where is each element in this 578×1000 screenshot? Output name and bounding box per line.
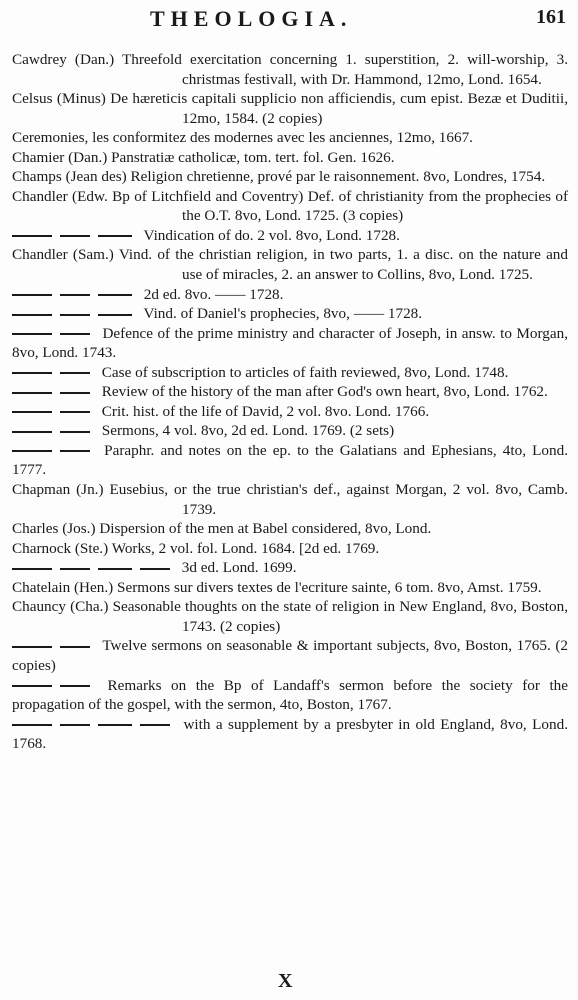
- entry-text: De hæreticis capitali supplicio non afficiendis, cum epist. Bezæ et Duditii, 12mo, 1584. (2 copies): [110, 90, 568, 127]
- catalogue-entry: [12, 148, 568, 168]
- entry-text: Panstratiæ catholicæ, tom. tert. fol. Gen. 1626.: [111, 148, 395, 166]
- ditto-rule: [60, 685, 90, 687]
- catalogue-entry: [12, 402, 568, 422]
- entry-text: Works, 2 vol. fol. Lond. 1684. [2d ed. 1769.: [111, 539, 380, 557]
- entry-text: Religion chretienne, prové par le raisonnement. 8vo, Londres, 1754.: [130, 168, 546, 186]
- catalogue-entry: [12, 558, 568, 578]
- ditto-rule: [60, 431, 90, 433]
- ditto-rule: [12, 392, 52, 394]
- catalogue-entry: [12, 715, 568, 754]
- entry-text: Vind. of the christian religion, in two parts, 1. a disc. on the nature and use of miracles, 2. an answer to Collins, 8vo, Lond. 1725.: [118, 246, 568, 284]
- catalogue-entry: [12, 304, 568, 324]
- entry-text: with a supplement by a presbyter in old England, 8vo, Lond. 1768.: [12, 715, 569, 753]
- entry-text: 2d ed. 8vo. —— 1728.: [143, 285, 284, 303]
- ditto-rule: [60, 372, 90, 374]
- entry-author: Chandler (Edw. Bp of Litchfield and Coventry): [12, 187, 304, 205]
- catalogue-entry: [12, 382, 568, 402]
- ditto-rule: [12, 685, 52, 687]
- ditto-rule: [60, 411, 90, 413]
- entry-author: Cawdrey (Dan.): [12, 51, 115, 68]
- entry-author: Ceremonies,: [12, 129, 89, 147]
- ditto-rule: [12, 294, 52, 296]
- ditto-rule: [98, 294, 132, 296]
- ditto-rule: [60, 646, 90, 648]
- entry-text: Sermons, 4 vol. 8vo, 2d ed. Lond. 1769. (2 sets): [101, 422, 395, 440]
- entry-text: Defence of the prime ministry and character of Joseph, in answ. to Morgan, 8vo, Lond. 1743.: [12, 324, 569, 362]
- entry-author: Chatelain (Hen.): [12, 578, 114, 596]
- ditto-rule: [60, 450, 90, 452]
- ditto-rule: [98, 235, 132, 237]
- catalogue-entry: [12, 519, 568, 539]
- ditto-rule: [12, 450, 52, 452]
- page-header: [0, 6, 578, 40]
- catalogue-entry: [12, 187, 568, 226]
- catalogue-entry: [12, 89, 568, 128]
- catalogue-entry: [12, 441, 568, 480]
- entry-text: Threefold exercitation concerning 1. superstition, 2. will-worship, 3. christmas festivall, with Dr. Hammond, 12mo, Lond. 1654.: [121, 51, 568, 88]
- catalogue-entry: [12, 421, 568, 441]
- entry-text: Vind. of Daniel's prophecies, 8vo, —— 1728.: [143, 305, 423, 323]
- ditto-rule: [60, 568, 90, 570]
- entry-author: Charnock (Ste.): [12, 539, 109, 557]
- ditto-rule: [60, 294, 90, 296]
- entry-text: Eusebius, or the true christian's def., against Morgan, 2 vol. 8vo, Camb. 1739.: [109, 481, 569, 518]
- catalogue-entry: [12, 50, 568, 89]
- catalogue-entry: [12, 324, 568, 363]
- entry-text: Crit. hist. of the life of David, 2 vol. 8vo. Lond. 1766.: [101, 402, 430, 420]
- catalogue-entry: [12, 480, 568, 519]
- entry-text: Sermons sur divers textes de l'ecriture sainte, 6 tom. 8vo, Amst. 1759.: [117, 578, 542, 596]
- ditto-rule: [12, 431, 52, 433]
- entry-text: Paraphr. and notes on the ep. to the Galatians and Ephesians, 4to, Lond. 1777.: [12, 441, 569, 479]
- entry-author: Celsus (Minus): [12, 90, 106, 108]
- ditto-rule: [12, 314, 52, 316]
- entry-text: Review of the history of the man after God's own heart, 8vo, Lond. 1762.: [101, 383, 548, 401]
- catalogue-entry: [12, 285, 568, 305]
- entry-author: Chandler (Sam.): [12, 246, 114, 264]
- ditto-rule: [12, 235, 52, 237]
- entry-text: Case of subscription to articles of faith reviewed, 8vo, Lond. 1748.: [101, 363, 509, 381]
- page-number: 161: [536, 6, 566, 28]
- ditto-rule: [98, 314, 132, 316]
- ditto-rule: [98, 568, 132, 570]
- catalogue-entry: [12, 245, 568, 284]
- catalogue-entry: [12, 167, 568, 187]
- catalogue-entry: [12, 676, 568, 715]
- ditto-rule: [12, 568, 52, 570]
- ditto-rule: [12, 372, 52, 374]
- entry-text: Twelve sermons on seasonable & important subjects, 8vo, Boston, 1765. (2 copies): [12, 637, 568, 674]
- entry-text: 3d ed. Lond. 1699.: [181, 559, 297, 577]
- ditto-rule: [60, 235, 90, 237]
- ditto-rule: [12, 411, 52, 413]
- entry-text: Seasonable thoughts on the state of religion in New England, 8vo, Boston, 1743. (2 copies): [112, 598, 568, 635]
- running-title: THEOLOGIA.: [150, 6, 353, 31]
- catalogue-entry: [12, 597, 568, 636]
- ditto-rule: [60, 314, 90, 316]
- ditto-rule: [140, 568, 170, 570]
- entry-text: les conformitez des modernes avec les anciennes, 12mo, 1667.: [92, 129, 473, 147]
- ditto-rule: [12, 333, 52, 335]
- entry-text: Dispersion of the men at Babel considered, 8vo, Lond.: [99, 520, 432, 538]
- catalogue-entries: [12, 50, 568, 754]
- entry-author: Champs (Jean des): [12, 168, 127, 186]
- ditto-rule: [60, 333, 90, 335]
- catalogue-entry: [12, 128, 568, 148]
- signature-mark: X: [278, 970, 293, 992]
- entry-author: Chauncy (Cha.): [12, 598, 109, 616]
- catalogue-entry: [12, 226, 568, 246]
- entry-text: Def. of christianity from the prophecies of the O.T. 8vo, Lond. 1725. (3 copies): [182, 187, 568, 225]
- entry-text: Vindication of do. 2 vol. 8vo, Lond. 1728.: [143, 226, 400, 244]
- ditto-rule: [60, 724, 90, 726]
- entry-author: Charles (Jos.): [12, 520, 96, 538]
- ditto-rule: [60, 392, 90, 394]
- ditto-rule: [12, 646, 52, 648]
- entry-text: Remarks on the Bp of Landaff's sermon before the society for the propagation of the gospel, with the sermon, 4to, Boston, 1767.: [12, 676, 568, 714]
- catalogue-entry: [12, 578, 568, 598]
- catalogue-entry: [12, 539, 568, 559]
- catalogue-entry: [12, 363, 568, 383]
- entry-author: Chapman (Jn.): [12, 481, 104, 499]
- catalogue-entry: [12, 636, 568, 675]
- ditto-rule: [98, 724, 132, 726]
- ditto-rule: [12, 724, 52, 726]
- ditto-rule: [140, 724, 170, 726]
- entry-author: Chamier (Dan.): [12, 148, 108, 166]
